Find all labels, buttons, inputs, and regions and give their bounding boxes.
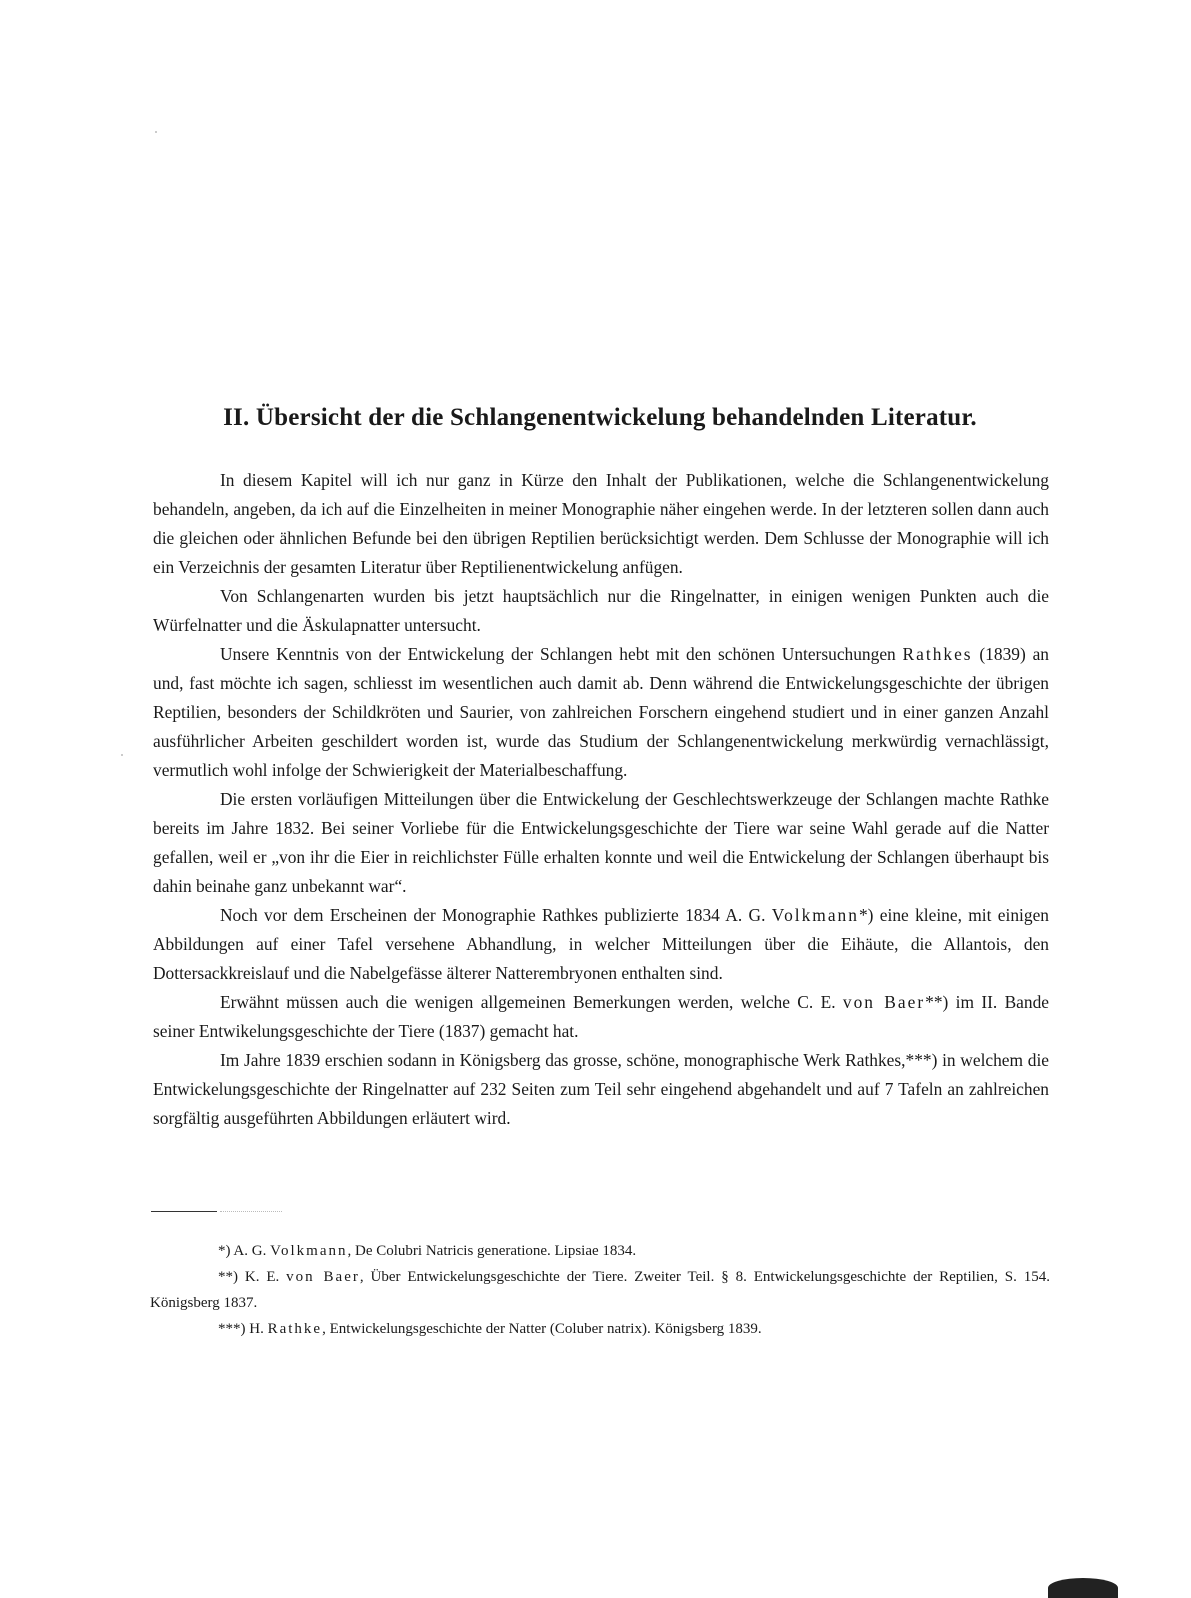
paragraph-3-text-before: Unsere Kenntnis von der Entwickelung der Schlangen hebt mit den schönen Untersuchungen [220, 644, 903, 664]
paragraph-5-text-after: *) eine kleine, mit einigen Abbildungen auf einer Tafel versehene Abhandlung, in welcher Mitteilungen über die Eihäute, die Allantois, den Dottersackkreislauf und die Nabelgefässe älterer Natterembryonen enthalten sind. [153, 905, 1049, 983]
footnote-separator-faint [220, 1211, 282, 1212]
paragraph-3 [153, 640, 1049, 785]
paragraph-5-text-before: Noch vor dem Erscheinen der Monographie Rathkes publizierte 1834 A. G. [220, 905, 772, 925]
paragraph-2: Von Schlangenarten wurden bis jetzt hauptsächlich nur die Ringelnatter, in einigen wenigen Punkten auch die Würfelnatter und die Äskulapnatter untersucht. [153, 586, 1049, 635]
paragraph-6-text-after: **) im II. Bande seiner Entwikelungsgeschichte der Tiere (1837) gemacht hat. [153, 992, 1049, 1041]
body-text [153, 466, 1049, 1133]
footnote-separator [151, 1211, 217, 1212]
paragraph-6-text-before: Erwähnt müssen auch die wenigen allgemeinen Bemerkungen werden, welche C. E. [220, 992, 843, 1012]
footnote-3-text-after: , Entwickelungsgeschichte der Natter (Coluber natrix). Königsberg 1839. [322, 1321, 762, 1337]
footnotes [150, 1238, 1050, 1342]
footnote-3 [150, 1316, 1050, 1342]
footnote-2 [150, 1264, 1050, 1316]
footnote-2-author: von Baer [286, 1269, 360, 1285]
chapter-heading: II. Übersicht der die Schlangenentwickelung behandelnden Literatur. [223, 404, 977, 431]
author-name-volkmann: Volkmann [771, 905, 859, 925]
footnote-2-text-before: **) K. E. [218, 1269, 287, 1285]
footnote-3-text-before: ***) H. [218, 1321, 268, 1337]
paragraph-1: In diesem Kapitel will ich nur ganz in Kürze den Inhalt der Publikationen, welche die Schlangenentwickelung behandeln, angeben, da ich auf die Einzelheiten in meiner Monographie näher eingehen werde. In der letzteren sollen dann auch die gleichen oder ähnlichen Befunde bei den übrigen Reptilien berücksichtigt werden. Dem Schlusse der Monographie will ich ein Verzeichnis der gesamten Literatur über Reptilienentwickelung anfügen. [153, 470, 1049, 577]
footnote-3-author: Rathke [267, 1321, 323, 1337]
paragraph-3-text-after: (1839) an und, fast möchte ich sagen, schliesst im wesentlichen auch damit ab. Denn während die Entwickelungsgeschichte der übrigen Reptilien, besonders der Schildkröten und Saurier, von zahlreichen Forschern eingehend studiert und in einer ganzen Anzahl ausführlicher Arbeiten geschildert worden ist, wurde das Studium der Schlangenentwickelung merkwürdig vernachlässigt, vermutlich wohl infolge der Schwierigkeit der Materialbeschaffung. [153, 644, 1049, 780]
author-name-rathke: Rathkes [902, 644, 973, 664]
author-name-von-baer: von Baer [842, 992, 926, 1012]
footnote-1-text-before: *) A. G. [218, 1243, 271, 1259]
paragraph-6 [153, 988, 1049, 1046]
scan-corner-mark [1048, 1578, 1118, 1598]
scan-speck [121, 754, 123, 756]
footnote-1-author: Volkmann [270, 1243, 348, 1259]
footnote-1 [150, 1238, 1050, 1264]
footnote-1-text-after: , De Colubri Natricis generatione. Lipsiae 1834. [347, 1243, 637, 1259]
scan-speck [155, 131, 157, 133]
paragraph-7: Im Jahre 1839 erschien sodann in Königsberg das grosse, schöne, monographische Werk Rathkes,***) in welchem die Entwickelungsgeschichte der Ringelnatter auf 232 Seiten zum Teil sehr eingehend abgehandelt und auf 7 Tafeln an zahlreichen sorgfältig ausgeführten Abbildungen erläutert wird. [153, 1050, 1049, 1128]
paragraph-5 [153, 901, 1049, 988]
footnote-2-text-after: , Über Entwickelungsgeschichte der Tiere. Zweiter Teil. § 8. Entwickelungsgeschichte der Reptilien, S. 154. Königsberg 1837. [150, 1269, 1050, 1311]
paragraph-4: Die ersten vorläufigen Mitteilungen über die Entwickelung der Geschlechtswerkzeuge der Schlangen machte Rathke bereits im Jahre 1832. Bei seiner Vorliebe für die Entwickelungsgeschichte der Tiere war seine Wahl gerade auf die Natter gefallen, weil er „von ihr die Eier in reichlichster Fülle erhalten konnte und weil die Entwickelung der Schlangen überhaupt bis dahin beinahe ganz unbekannt war“. [153, 789, 1049, 896]
